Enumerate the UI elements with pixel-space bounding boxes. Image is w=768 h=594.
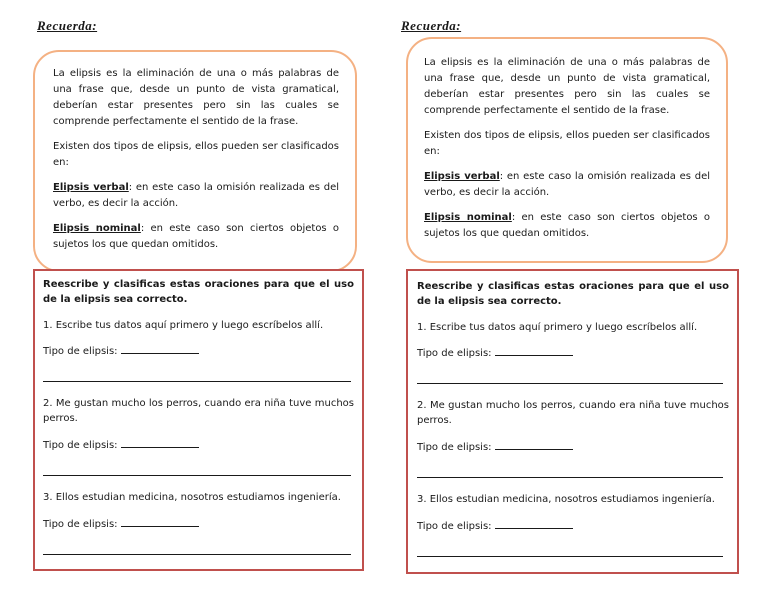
reminder-nominal-right: Elipsis nominal: en este caso son ciertos objetos o sujetos los que quedan omitidos. [424, 212, 711, 239]
exercise-item-1: 1. Escribe tus datos aquí primero y luego escríbelos allí. [43, 320, 324, 331]
answer-line-3[interactable] [43, 554, 351, 555]
tipo-line-3: Tipo de elipsis: [43, 517, 354, 532]
exercise-item-3: 3. Ellos estudian medicina, nosotros estudiamos ingeniería. [43, 492, 341, 503]
term-verbal-right: Elipsis verbal [424, 171, 500, 182]
tipo-line-1-right: Tipo de elipsis: [417, 346, 729, 361]
tipo-line-2: Tipo de elipsis: [43, 438, 354, 453]
reminder-definition: La elipsis es la eliminación de una o más palabras de una frase que, desde un punto de vista gramatical, deberían estar presentes pero sin las cuales se comprende perfectamente el sentido de la frase. [53, 68, 339, 127]
reminder-nominal: Elipsis nominal: en este caso son ciertos objetos o sujetos los que quedan omitidos. [53, 223, 340, 250]
exercise-item-2: 2. Me gustan mucho los perros, cuando era niña tuve muchos perros. [43, 398, 354, 424]
tipo-blank-3-right[interactable] [495, 519, 573, 529]
answer-line-1-right[interactable] [417, 383, 723, 384]
tipo-blank-2[interactable] [121, 438, 199, 448]
recuerda-title: Recuerda: [37, 18, 98, 33]
answer-line-2[interactable] [43, 475, 351, 476]
answer-line-3-right[interactable] [417, 556, 723, 557]
exercise-item-1-right: 1. Escribe tus datos aquí primero y luego escríbelos allí. [417, 322, 698, 333]
answer-line-2-right[interactable] [417, 477, 723, 478]
exercise-item-2-right: 2. Me gustan mucho los perros, cuando era niña tuve muchos perros. [417, 400, 729, 426]
term-nominal-right: Elipsis nominal [424, 212, 512, 223]
exercise-box [33, 269, 364, 571]
reminder-verbal: Elipsis verbal: en este caso la omisión realizada es del verbo, es decir la acción. [53, 182, 340, 209]
tipo-blank-2-right[interactable] [495, 440, 573, 450]
exercise-instruction-right: Reescribe y clasificas estas oraciones para que el uso de la elipsis sea correcto. [417, 281, 729, 307]
exercise-instruction: Reescribe y clasificas estas oraciones para que el uso de la elipsis sea correcto. [43, 279, 354, 305]
reminder-box-right [406, 37, 728, 263]
recuerda-title-right: Recuerda: [401, 18, 462, 33]
reminder-definition-right: La elipsis es la eliminación de una o más palabras de una frase que, desde un punto de vista gramatical, deberían estar presentes pero sin las cuales se comprende perfectamente el sentido de la frase. [424, 57, 710, 116]
term-nominal: Elipsis nominal [53, 223, 141, 234]
exercise-item-3-right: 3. Ellos estudian medicina, nosotros estudiamos ingeniería. [417, 494, 715, 505]
term-verbal: Elipsis verbal [53, 182, 129, 193]
tipo-line-1: Tipo de elipsis: [43, 344, 354, 359]
reminder-verbal-right: Elipsis verbal: en este caso la omisión realizada es del verbo, es decir la acción. [424, 171, 711, 198]
tipo-blank-1[interactable] [121, 344, 199, 354]
tipo-line-2-right: Tipo de elipsis: [417, 440, 729, 455]
answer-line-1[interactable] [43, 381, 351, 382]
tipo-blank-1-right[interactable] [495, 346, 573, 356]
reminder-box [33, 50, 357, 272]
reminder-types-intro-right: Existen dos tipos de elipsis, ellos pueden ser clasificados en: [424, 130, 710, 157]
tipo-line-3-right: Tipo de elipsis: [417, 519, 729, 534]
exercise-box-right [406, 269, 739, 574]
reminder-types-intro: Existen dos tipos de elipsis, ellos pueden ser clasificados en: [53, 141, 339, 168]
tipo-blank-3[interactable] [121, 517, 199, 527]
